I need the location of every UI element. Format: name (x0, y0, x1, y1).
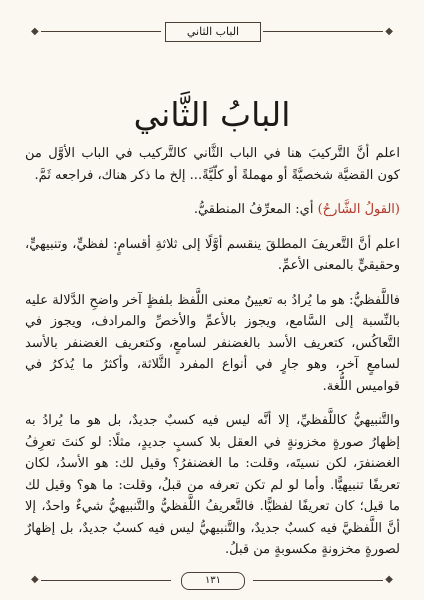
highlighted-term: (القولُ الشَّارحُ) (317, 202, 400, 217)
paragraph-text: اعلم أنَّ التَّعريفَ المطلقَ ينقسم أوَّلًا إلى ثلاثةِ أقسامٍ: لفظيٍّ، وتنبيهيٍّ، وحقيقيٍّ بالمعنى الأعمِّ. (25, 236, 400, 273)
page-footer (31, 571, 393, 589)
paragraph-text: والتَّنبيهيُّ كاللَّفظيِّ، إلا أنَّه ليس فيه كسبٌ جديدٌ، بل هو ما يُرادُ به إظهارُ صورةٍ مخزونةٍ في العقل بلا كسبٍ جديدٍ، مثلًا: لو كنتَ تعرِفُ الغضنفرَ، لكن نسيتَه، وقلت: ما الغضنفرُ؟ وقيل لك: هو الأسدُ، لكان تعريفًا تنبيهيًّا. وأما لو لم تكن تعرفه من قبلُ، وقلت: ما هو؟ وقيل لك ما قيل؛ كان تعريفًا لفظيًّا. فالتَّعريفُ اللَّفظيُّ والتَّنبيهيُّ شيءٌ واحدٌ، إلا أنَّ اللَّفظيَّ فيه كسبٌ جديدٌ، والتَّنبيهيُّ ليس فيه كسبٌ جديدٌ، بل إظهارٌ لصورةٍ مخزونةٍ مكسوبةٍ من قبلُ. (25, 413, 400, 557)
footer-left-ornament: ◆ (31, 574, 39, 585)
body-text (25, 143, 400, 561)
page-number: ١٣١ (181, 572, 245, 590)
header-right-rule (263, 31, 383, 32)
running-title: الباب الثاني (165, 22, 261, 42)
paragraph (25, 290, 400, 398)
running-header (31, 22, 393, 42)
paragraph-text: أي: المعرِّفُ المنطقيُّ. (193, 202, 318, 217)
header-right-ornament: ◆ (385, 26, 393, 37)
footer-right-rule (253, 580, 383, 581)
paragraph (25, 234, 400, 277)
paragraph-text: اعلم أنَّ التَّركيبَ هنا في الباب الثَّاني كالتَّركيب في الباب الأوَّل من كون القضيَّة شخصيَّةً أو مهملةً أو كلّيَّةً... إلخ ما ذكر هناك، فراجعه ثَمَّ. (25, 146, 400, 183)
paragraph (25, 143, 400, 186)
chapter-title: البابُ الثَّاني (133, 95, 291, 134)
paragraph-text: فاللَّفظيُّ: هو ما يُرادُ به تعيينُ معنى اللَّفظ بلفظٍ آخر واضحِ الدَّلالة عليه بالنِّسبة إلى السَّامع، ويجوز بالأعمِّ والأخصِّ والمرادف، ويجوز في التَّعاكُس، كتعريف الأسد بالغضنفر لسامعٍ، وكتعريف الغضنفر بالأسد لسامعٍ آخر، وهو جارٍ في أنواع المفرد الثَّلاثة، وأكثرُ ما يُذكرُ في قواميس اللُّغة. (25, 292, 400, 394)
paragraph (25, 199, 400, 221)
footer-left-rule (41, 580, 171, 581)
footer-right-ornament: ◆ (385, 574, 393, 585)
header-left-ornament: ◆ (31, 26, 39, 37)
header-left-rule (41, 31, 161, 32)
paragraph (25, 410, 400, 561)
